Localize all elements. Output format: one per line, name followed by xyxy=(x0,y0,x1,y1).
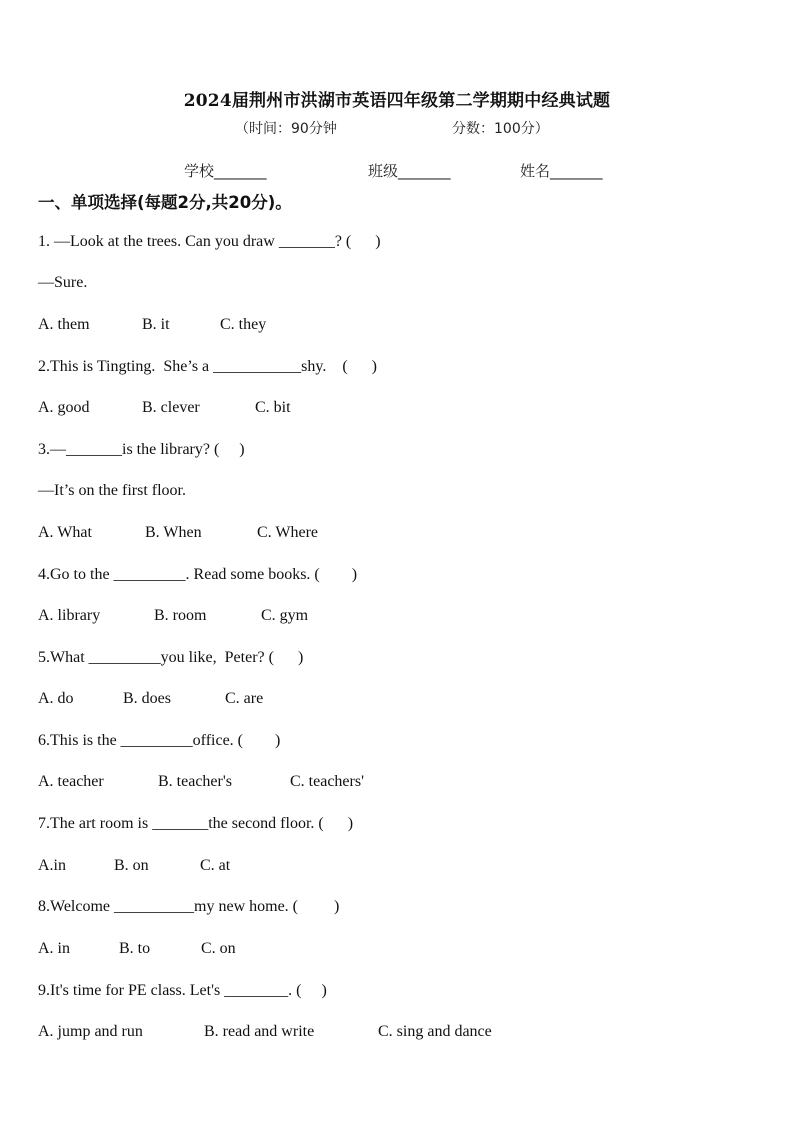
question-3: 3.—_______is the library? ( ) xyxy=(38,441,245,458)
option-b: B. read and write xyxy=(204,1023,315,1040)
question-4: 4.Go to the _________. Read some books. ( ) xyxy=(38,566,358,583)
name-field: 姓名_______ xyxy=(520,162,603,180)
question-7: 7.The art room is _______the second floor. ( ) xyxy=(38,815,354,832)
class-field: 班级_______ xyxy=(368,162,451,180)
option-c: C. on xyxy=(201,940,236,957)
option-c: C. they xyxy=(220,316,267,333)
option-c: C. bit xyxy=(255,399,291,416)
option-a: A. teacher xyxy=(38,773,104,790)
option-b: B. clever xyxy=(142,399,200,416)
option-b: B. teacher's xyxy=(158,773,232,790)
question-9-options xyxy=(38,1023,492,1041)
option-c: C. are xyxy=(225,690,264,707)
question-6: 6.This is the _________office. ( ) xyxy=(38,732,281,749)
page-title: 2024届荆州市洪湖市英语四年级第二学期期中经典试题 xyxy=(183,91,611,111)
question-2: 2.This is Tingting. She’s a ___________shy. ( ) xyxy=(38,358,377,375)
option-b: B. it xyxy=(142,316,170,333)
option-c: C. teachers' xyxy=(290,773,364,790)
total-score: 分数：100分） xyxy=(452,121,549,137)
question-3-answer: —It’s on the first floor. xyxy=(38,482,186,499)
option-c: C. gym xyxy=(261,607,309,624)
question-8: 8.Welcome __________my new home. ( ) xyxy=(38,898,340,915)
question-1-answer: —Sure. xyxy=(38,274,88,291)
question-9: 9.It's time for PE class. Let's ________. ( ) xyxy=(38,982,327,999)
option-c: C. at xyxy=(200,857,231,874)
question-4-options xyxy=(38,607,308,625)
question-3-options xyxy=(38,524,318,542)
question-6-options xyxy=(38,773,364,791)
question-1-options xyxy=(38,316,266,334)
option-a: A. jump and run xyxy=(38,1023,143,1040)
option-a: A. library xyxy=(38,607,101,624)
option-b: B. When xyxy=(145,524,202,541)
option-a: A. in xyxy=(38,940,70,957)
question-5: 5.What _________you like, Peter? ( ) xyxy=(38,649,304,666)
time-limit: （时间：90分钟 xyxy=(235,121,337,137)
option-b: B. room xyxy=(154,607,207,624)
section-title: 一、单项选择(每题2分,共20分)。 xyxy=(38,193,292,212)
question-8-options xyxy=(38,940,236,958)
option-a: A. them xyxy=(38,316,90,333)
question-1: 1. —Look at the trees. Can you draw _______? ( ) xyxy=(38,233,381,250)
school-field: 学校_______ xyxy=(184,162,267,180)
option-c: C. sing and dance xyxy=(378,1023,492,1040)
option-a: A. do xyxy=(38,690,74,707)
option-b: B. does xyxy=(123,690,171,707)
option-a: A. good xyxy=(38,399,90,416)
question-5-options xyxy=(38,690,263,708)
question-2-options xyxy=(38,399,291,417)
option-c: C. Where xyxy=(257,524,319,541)
option-a: A.in xyxy=(38,857,66,874)
option-b: B. on xyxy=(114,857,149,874)
option-a: A. What xyxy=(38,524,92,541)
question-7-options xyxy=(38,857,230,875)
option-b: B. to xyxy=(119,940,151,957)
